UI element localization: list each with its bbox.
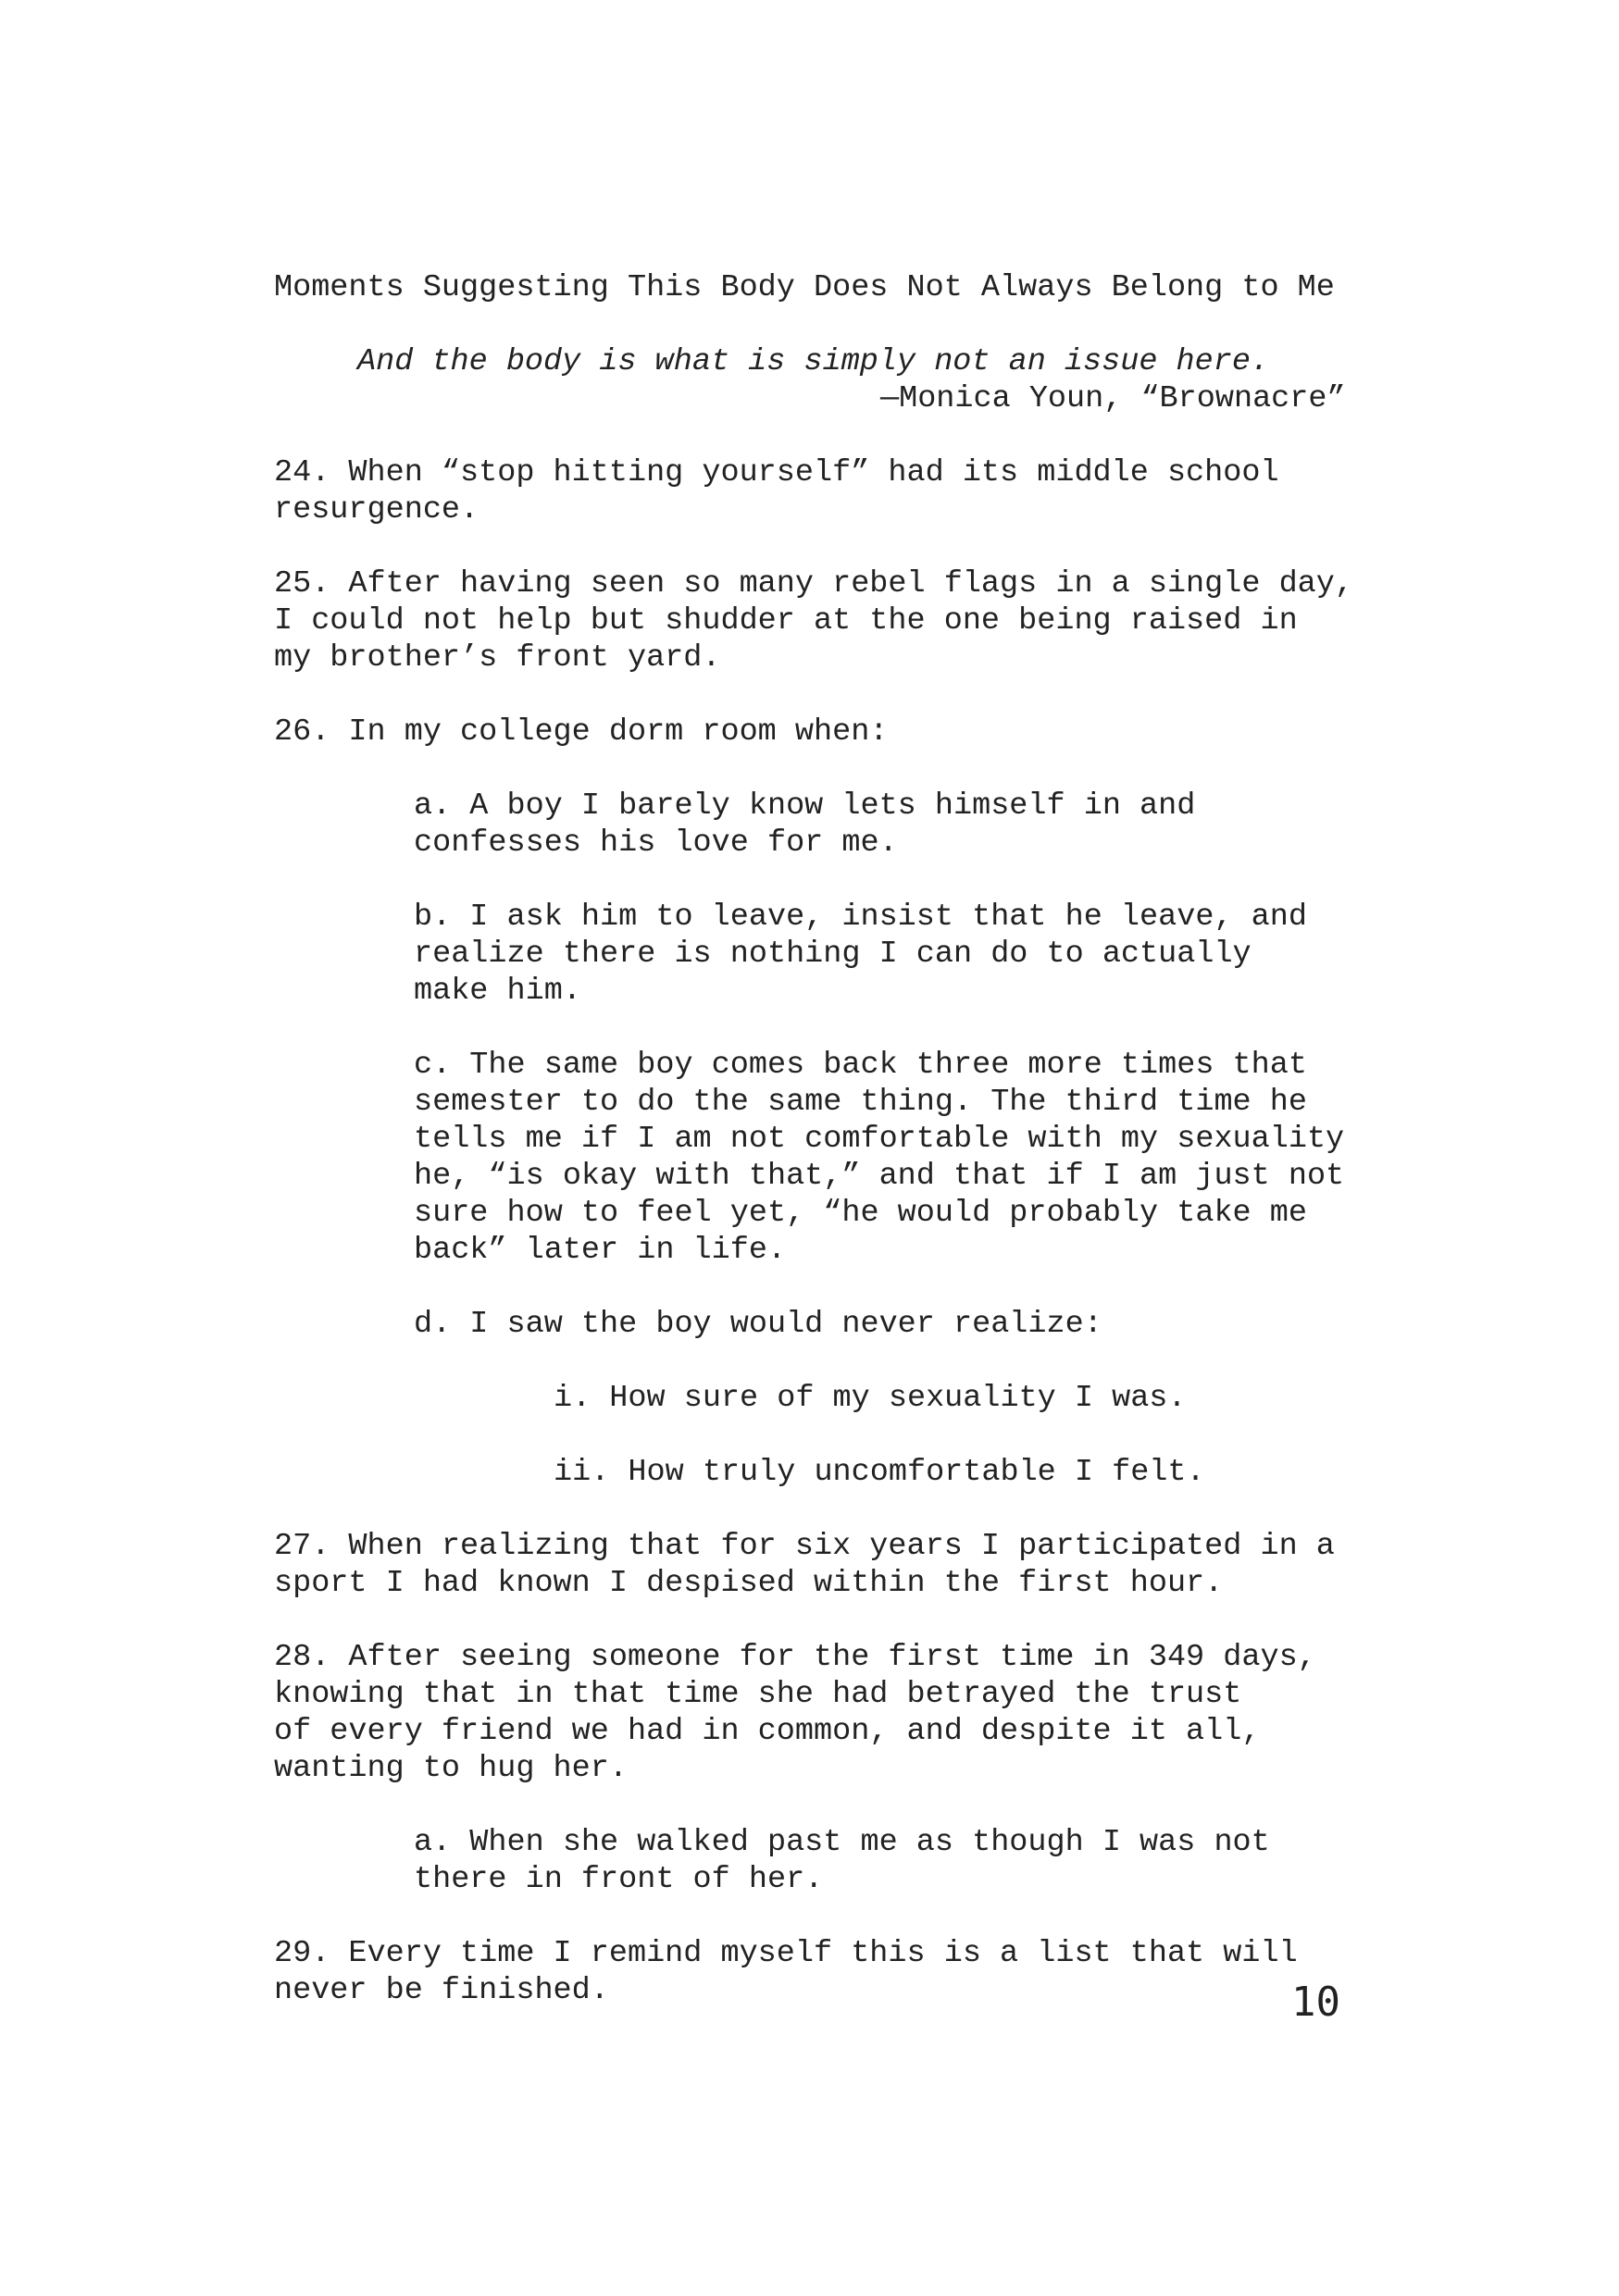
sub-sub-item-i	[274, 1380, 1366, 1417]
list-item-line: 29. Every time I remind myself this is a list that will	[274, 1936, 1298, 1971]
sub-item-line: back” later in life.	[414, 1233, 787, 1268]
list-item-line: 24. When “stop hitting yourself” had its middle school	[274, 455, 1279, 490]
list-item-line: 25. After having seen so many rebel flags in a single day,	[274, 566, 1353, 602]
list-item-line: resurgence.	[274, 492, 479, 527]
list-item-line: knowing that in that time she had betrayed the trust	[274, 1677, 1242, 1712]
epigraph-quote: And the body is what is simply not an issue here.	[357, 344, 1270, 379]
sub-sub-item-ii	[274, 1454, 1366, 1491]
sub-item-line: semester to do the same thing. The third time he	[414, 1085, 1307, 1120]
sub-item-26d	[274, 1306, 1366, 1343]
page-title: Moments Suggesting This Body Does Not Always Belong to Me	[274, 270, 1335, 305]
list-item-line: of every friend we had in common, and despite it all,	[274, 1714, 1261, 1749]
list-item-line: 27. When realizing that for six years I participated in a	[274, 1529, 1335, 1564]
list-item-29	[274, 1935, 1366, 2009]
sub-item-line: c. The same boy comes back three more times that	[414, 1048, 1307, 1083]
sub-item-line: there in front of her.	[414, 1862, 824, 1897]
sub-item-line: realize there is nothing I can do to actually	[414, 937, 1252, 972]
list-item-24	[274, 454, 1366, 528]
sub-item-line: d. I saw the boy would never realize:	[414, 1307, 1102, 1342]
sub-item-28a	[274, 1824, 1366, 1898]
epigraph	[274, 343, 1366, 417]
list-item-line: sport I had known I despised within the first hour.	[274, 1566, 1224, 1601]
list-item-28	[274, 1639, 1366, 1787]
list-item-line: wanting to hug her.	[274, 1751, 628, 1786]
list-item-line: 26. In my college dorm room when:	[274, 714, 889, 750]
page-number: 10	[1291, 1979, 1340, 2026]
sub-item-26b	[274, 899, 1366, 1010]
sub-item-line: a. A boy I barely know lets himself in and	[414, 788, 1196, 824]
sub-item-line: confesses his love for me.	[414, 825, 898, 861]
list-item-line: I could not help but shudder at the one being raised in	[274, 603, 1298, 639]
list-item-25	[274, 565, 1366, 676]
list-item-line: never be finished.	[274, 1973, 609, 2008]
sub-sub-item-line: i. How sure of my sexuality I was.	[554, 1381, 1187, 1416]
document-body	[274, 269, 1366, 2046]
sub-item-line: tells me if I am not comfortable with my sexuality	[414, 1122, 1345, 1157]
sub-sub-item-line: ii. How truly uncomfortable I felt.	[554, 1455, 1205, 1490]
sub-item-line: b. I ask him to leave, insist that he leave, and	[414, 900, 1307, 935]
list-item-26	[274, 714, 1366, 751]
sub-item-line: make him.	[414, 974, 581, 1009]
sub-item-26a	[274, 788, 1366, 862]
sub-item-line: he, “is okay with that,” and that if I am just not	[414, 1159, 1345, 1194]
list-item-line: my brother’s front yard.	[274, 640, 721, 676]
sub-item-26c	[274, 1047, 1366, 1269]
list-item-27	[274, 1528, 1366, 1602]
sub-item-line: a. When she walked past me as though I was not	[414, 1825, 1270, 1860]
sub-item-line: sure how to feel yet, “he would probably take me	[414, 1196, 1307, 1231]
list-item-line: 28. After seeing someone for the first time in 349 days,	[274, 1640, 1316, 1675]
epigraph-attribution: —Monica Youn, “Brownacre”	[880, 381, 1346, 416]
